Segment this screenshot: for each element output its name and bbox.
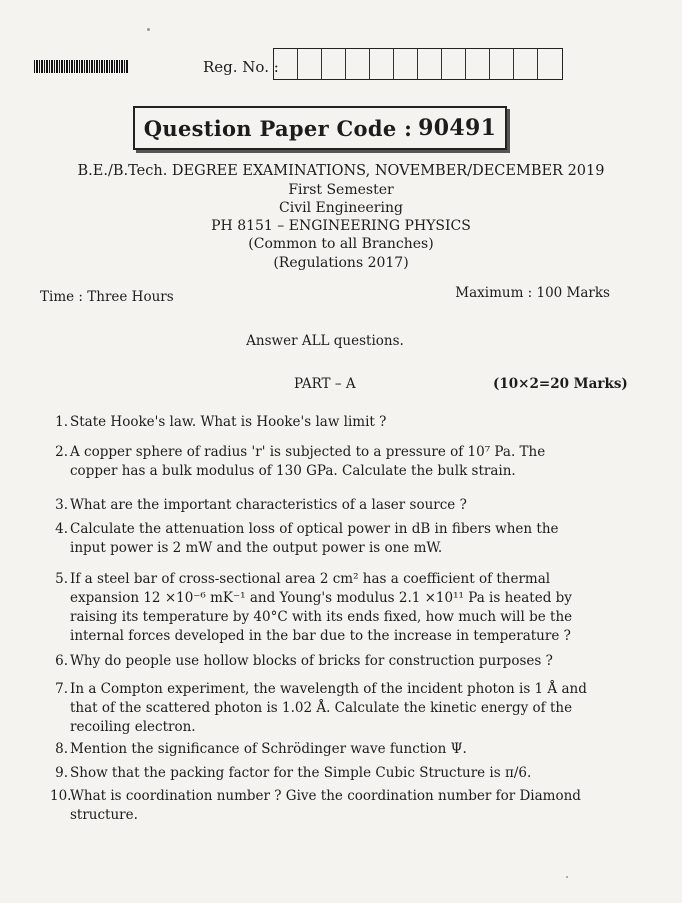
question-number: 4. <box>55 521 68 537</box>
question-item <box>50 787 595 825</box>
max-marks: Maximum : 100 Marks <box>455 285 610 301</box>
question-text: In a Compton experiment, the wavelength of the incident photon is 1 Å and that of the scattered photon is 1.02 Å. Calculate the kinetic energy of the recoiling electron. <box>70 681 587 735</box>
barcode <box>34 60 128 73</box>
reg-no-boxes <box>273 48 563 80</box>
question-number: 8. <box>55 741 68 757</box>
question-text: If a steel bar of cross-sectional area 2 cm² has a coefficient of thermal expansion 12 ×10⁻⁶ mK⁻¹ and Young's modulus 2.1 ×10¹¹ Pa is heated by raising its temperature by 40°C with its ends fixed, how much will be the internal forces developed in the bar due to the increase in temperature ? <box>70 571 573 644</box>
branch: Civil Engineering <box>279 200 403 216</box>
regulations: (Regulations 2017) <box>273 255 409 271</box>
part-heading: PART – A <box>294 376 356 392</box>
question-paper-code-box <box>133 106 507 150</box>
question-number: 6. <box>55 653 68 669</box>
time-label: Time : Three Hours <box>40 289 174 305</box>
question-text: A copper sphere of radius 'r' is subjected to a pressure of 10⁷ Pa. The copper has a bulk modulus of 130 GPa. Calculate the bulk strain. <box>70 444 546 479</box>
qp-code: 90491 <box>418 115 497 141</box>
question-number: 10. <box>50 788 72 804</box>
question-text: Why do people use hollow blocks of bricks for construction purposes ? <box>70 653 553 669</box>
question-text: What is coordination number ? Give the coordination number for Diamond structure. <box>70 788 581 823</box>
question-number: 3. <box>55 497 68 513</box>
reg-no-label: Reg. No. : <box>203 58 279 76</box>
question-item <box>50 520 595 558</box>
semester: First Semester <box>288 182 394 198</box>
subject: PH 8151 – ENGINEERING PHYSICS <box>211 218 471 234</box>
exam-title: B.E./B.Tech. DEGREE EXAMINATIONS, NOVEMBER/DECEMBER 2019 <box>77 163 605 179</box>
question-item <box>50 570 595 646</box>
part-marks: (10×2=20 Marks) <box>493 376 628 392</box>
question-item <box>50 652 595 671</box>
question-number: 7. <box>55 681 68 697</box>
common-note: (Common to all Branches) <box>248 236 434 252</box>
question-text: State Hooke's law. What is Hooke's law limit ? <box>70 414 387 430</box>
question-item <box>50 764 595 783</box>
question-number: 5. <box>55 571 68 587</box>
question-text: Calculate the attenuation loss of optical power in dB in fibers when the input power is 2 mW and the output power is one mW. <box>70 521 559 556</box>
question-text: Show that the packing factor for the Simple Cubic Structure is π/6. <box>70 765 532 781</box>
question-number: 2. <box>55 444 68 460</box>
question-item <box>50 740 595 759</box>
question-number: 9. <box>55 765 68 781</box>
question-text: What are the important characteristics of a laser source ? <box>70 497 467 513</box>
instruction: Answer ALL questions. <box>246 333 404 349</box>
question-item <box>50 443 595 481</box>
question-item <box>50 680 595 737</box>
question-item <box>50 496 595 515</box>
question-text: Mention the significance of Schrödinger wave function Ψ. <box>70 741 467 757</box>
question-item <box>50 413 595 432</box>
question-number: 1. <box>55 414 68 430</box>
qp-code-label: Question Paper Code : <box>143 115 413 141</box>
